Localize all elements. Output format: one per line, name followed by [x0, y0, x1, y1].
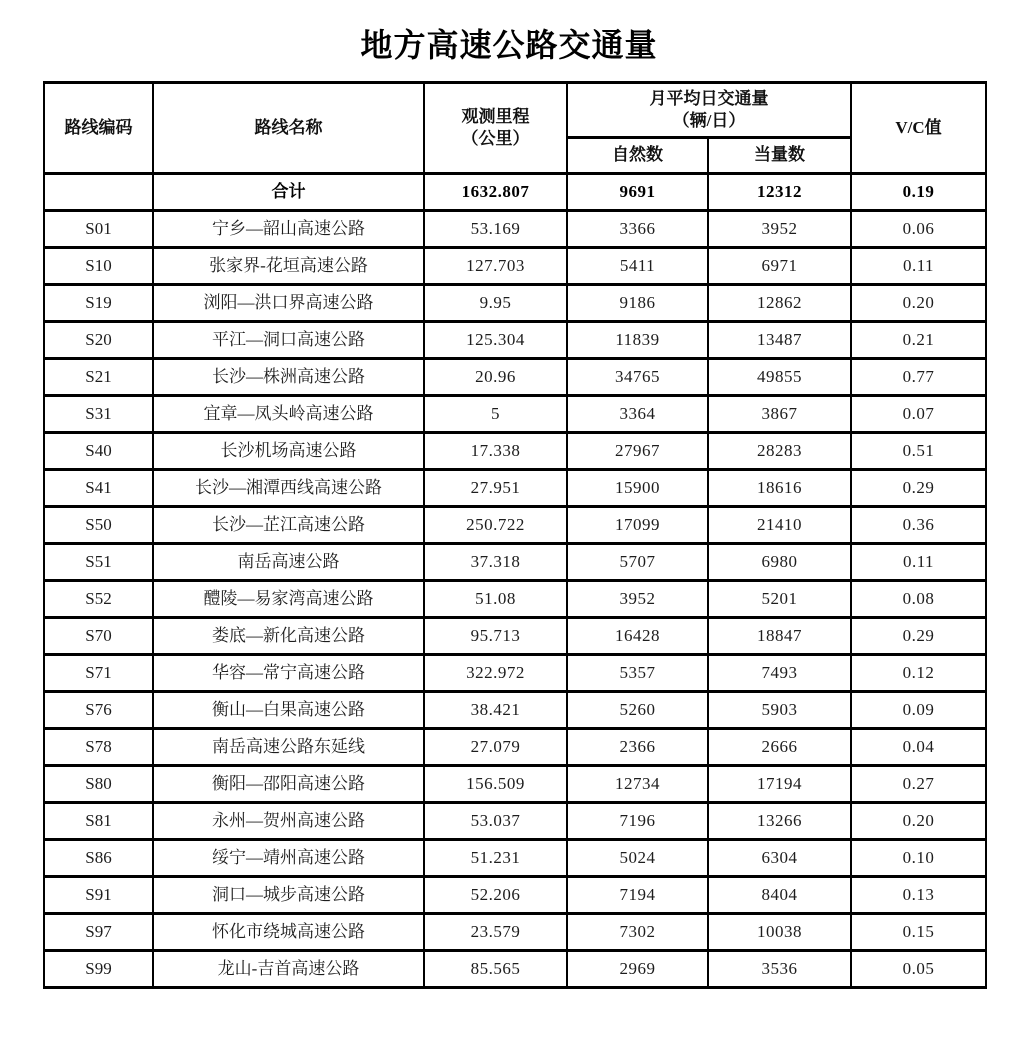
route-name-cell: 衡山—白果高速公路	[153, 692, 424, 729]
equivalent-count-cell: 13266	[708, 803, 851, 840]
natural-count-cell: 16428	[567, 618, 708, 655]
route-name-cell: 绥宁—靖州高速公路	[153, 840, 424, 877]
natural-count-cell: 7302	[567, 914, 708, 951]
vc-value-cell: 0.08	[851, 581, 986, 618]
header-vc: V/C值	[851, 83, 986, 174]
table-row	[44, 359, 986, 396]
equivalent-count-cell: 2666	[708, 729, 851, 766]
vc-value-cell: 0.11	[851, 248, 986, 285]
equivalent-count-cell: 13487	[708, 322, 851, 359]
total-row	[44, 174, 986, 211]
natural-count-cell: 12734	[567, 766, 708, 803]
equivalent-count-cell: 6304	[708, 840, 851, 877]
mileage-cell: 17.338	[424, 433, 567, 470]
route-code-cell: S40	[44, 433, 153, 470]
equivalent-count-cell: 49855	[708, 359, 851, 396]
equivalent-count-cell: 6980	[708, 544, 851, 581]
route-name-cell: 怀化市绕城高速公路	[153, 914, 424, 951]
vc-value-cell: 0.10	[851, 840, 986, 877]
route-name-cell: 永州—贺州高速公路	[153, 803, 424, 840]
header-traffic-line2: （辆/日）	[672, 111, 746, 130]
mileage-cell: 53.169	[424, 211, 567, 248]
natural-count-cell: 7196	[567, 803, 708, 840]
vc-value-cell: 0.05	[851, 951, 986, 988]
table-row	[44, 692, 986, 729]
table-row	[44, 433, 986, 470]
route-code-cell: S52	[44, 581, 153, 618]
vc-value-cell: 0.51	[851, 433, 986, 470]
natural-count-cell: 3366	[567, 211, 708, 248]
mileage-cell: 125.304	[424, 322, 567, 359]
vc-value-cell: 0.20	[851, 803, 986, 840]
table-row	[44, 729, 986, 766]
route-name-cell: 长沙—湘潭西线高速公路	[153, 470, 424, 507]
route-code-cell: S70	[44, 618, 153, 655]
route-code-cell: S86	[44, 840, 153, 877]
vc-value-cell: 0.13	[851, 877, 986, 914]
vc-value-cell: 0.07	[851, 396, 986, 433]
route-code-cell: S76	[44, 692, 153, 729]
mileage-cell: 37.318	[424, 544, 567, 581]
route-code-cell: S71	[44, 655, 153, 692]
header-natural: 自然数	[567, 138, 708, 174]
mileage-cell: 52.206	[424, 877, 567, 914]
route-name-cell: 长沙机场高速公路	[153, 433, 424, 470]
table-row	[44, 951, 986, 988]
natural-count-cell: 9186	[567, 285, 708, 322]
vc-value-cell: 0.77	[851, 359, 986, 396]
table-row	[44, 507, 986, 544]
mileage-cell: 23.579	[424, 914, 567, 951]
mileage-cell: 38.421	[424, 692, 567, 729]
route-code-cell: S50	[44, 507, 153, 544]
natural-count-cell: 5707	[567, 544, 708, 581]
route-code-cell: S20	[44, 322, 153, 359]
vc-value-cell: 0.20	[851, 285, 986, 322]
equivalent-count-cell: 10038	[708, 914, 851, 951]
natural-count-cell: 34765	[567, 359, 708, 396]
route-name-cell: 平江—洞口高速公路	[153, 322, 424, 359]
vc-value-cell: 0.29	[851, 618, 986, 655]
natural-count-cell: 7194	[567, 877, 708, 914]
route-name-cell: 长沙—芷江高速公路	[153, 507, 424, 544]
equivalent-count-cell: 6971	[708, 248, 851, 285]
route-name-cell: 宜章—凤头岭高速公路	[153, 396, 424, 433]
natural-count-cell: 15900	[567, 470, 708, 507]
route-code-cell: S21	[44, 359, 153, 396]
header-traffic-group	[567, 83, 851, 138]
vc-value-cell: 0.36	[851, 507, 986, 544]
route-name-cell: 龙山-吉首高速公路	[153, 951, 424, 988]
table-row	[44, 618, 986, 655]
table-row	[44, 914, 986, 951]
total-name-cell: 合计	[153, 174, 424, 211]
table-row	[44, 766, 986, 803]
mileage-cell: 27.079	[424, 729, 567, 766]
route-name-cell: 宁乡—韶山高速公路	[153, 211, 424, 248]
table-row	[44, 285, 986, 322]
vc-value-cell: 0.09	[851, 692, 986, 729]
vc-value-cell: 0.27	[851, 766, 986, 803]
route-name-cell: 衡阳—邵阳高速公路	[153, 766, 424, 803]
route-name-cell: 浏阳—洪口界高速公路	[153, 285, 424, 322]
total-vc-cell: 0.19	[851, 174, 986, 211]
equivalent-count-cell: 18616	[708, 470, 851, 507]
equivalent-count-cell: 28283	[708, 433, 851, 470]
mileage-cell: 20.96	[424, 359, 567, 396]
mileage-cell: 51.08	[424, 581, 567, 618]
route-code-cell: S81	[44, 803, 153, 840]
route-code-cell: S78	[44, 729, 153, 766]
table-row	[44, 840, 986, 877]
vc-value-cell: 0.21	[851, 322, 986, 359]
mileage-cell: 5	[424, 396, 567, 433]
natural-count-cell: 3952	[567, 581, 708, 618]
mileage-cell: 51.231	[424, 840, 567, 877]
mileage-cell: 9.95	[424, 285, 567, 322]
route-code-cell: S80	[44, 766, 153, 803]
route-name-cell: 华容—常宁高速公路	[153, 655, 424, 692]
total-equivalent-cell: 12312	[708, 174, 851, 211]
table-row	[44, 544, 986, 581]
route-code-cell: S99	[44, 951, 153, 988]
natural-count-cell: 5024	[567, 840, 708, 877]
traffic-table	[43, 81, 987, 989]
vc-value-cell: 0.11	[851, 544, 986, 581]
equivalent-count-cell: 5903	[708, 692, 851, 729]
equivalent-count-cell: 17194	[708, 766, 851, 803]
natural-count-cell: 2366	[567, 729, 708, 766]
mileage-cell: 53.037	[424, 803, 567, 840]
mileage-cell: 85.565	[424, 951, 567, 988]
natural-count-cell: 5260	[567, 692, 708, 729]
natural-count-cell: 17099	[567, 507, 708, 544]
route-code-cell: S19	[44, 285, 153, 322]
table-row	[44, 470, 986, 507]
equivalent-count-cell: 3536	[708, 951, 851, 988]
vc-value-cell: 0.04	[851, 729, 986, 766]
table-row	[44, 655, 986, 692]
table-row	[44, 248, 986, 285]
mileage-cell: 127.703	[424, 248, 567, 285]
natural-count-cell: 5411	[567, 248, 708, 285]
route-name-cell: 长沙—株洲高速公路	[153, 359, 424, 396]
route-code-cell: S51	[44, 544, 153, 581]
vc-value-cell: 0.06	[851, 211, 986, 248]
table-row	[44, 581, 986, 618]
header-route-code: 路线编码	[44, 83, 153, 174]
natural-count-cell: 11839	[567, 322, 708, 359]
header-route-name: 路线名称	[153, 83, 424, 174]
equivalent-count-cell: 8404	[708, 877, 851, 914]
mileage-cell: 27.951	[424, 470, 567, 507]
route-name-cell: 张家界-花垣高速公路	[153, 248, 424, 285]
route-name-cell: 洞口—城步高速公路	[153, 877, 424, 914]
natural-count-cell: 3364	[567, 396, 708, 433]
route-code-cell: S91	[44, 877, 153, 914]
mileage-cell: 95.713	[424, 618, 567, 655]
route-name-cell: 娄底—新化高速公路	[153, 618, 424, 655]
vc-value-cell: 0.12	[851, 655, 986, 692]
table-row	[44, 877, 986, 914]
header-traffic-line1: 月平均日交通量	[649, 88, 769, 108]
table-row	[44, 211, 986, 248]
route-code-cell: S97	[44, 914, 153, 951]
natural-count-cell: 5357	[567, 655, 708, 692]
vc-value-cell: 0.15	[851, 914, 986, 951]
table-body	[44, 174, 986, 988]
route-code-cell: S31	[44, 396, 153, 433]
vc-value-cell: 0.29	[851, 470, 986, 507]
total-natural-cell: 9691	[567, 174, 708, 211]
equivalent-count-cell: 7493	[708, 655, 851, 692]
equivalent-count-cell: 3867	[708, 396, 851, 433]
header-mileage-line1: 观测里程	[461, 106, 530, 126]
route-code-cell: S01	[44, 211, 153, 248]
equivalent-count-cell: 18847	[708, 618, 851, 655]
page-title: 地方高速公路交通量	[360, 27, 658, 63]
mileage-cell: 322.972	[424, 655, 567, 692]
header-mileage	[424, 83, 567, 174]
route-name-cell: 南岳高速公路东延线	[153, 729, 424, 766]
equivalent-count-cell: 5201	[708, 581, 851, 618]
table-row	[44, 322, 986, 359]
header-equivalent: 当量数	[708, 138, 851, 174]
route-name-cell: 醴陵—易家湾高速公路	[153, 581, 424, 618]
mileage-cell: 156.509	[424, 766, 567, 803]
route-code-cell: S10	[44, 248, 153, 285]
equivalent-count-cell: 3952	[708, 211, 851, 248]
equivalent-count-cell: 21410	[708, 507, 851, 544]
table-header	[44, 83, 986, 174]
total-code-cell	[44, 174, 153, 211]
total-mileage-cell: 1632.807	[424, 174, 567, 211]
natural-count-cell: 2969	[567, 951, 708, 988]
table-row	[44, 803, 986, 840]
table-row	[44, 396, 986, 433]
route-name-cell: 南岳高速公路	[153, 544, 424, 581]
route-code-cell: S41	[44, 470, 153, 507]
header-mileage-line2: （公里）	[461, 129, 530, 148]
mileage-cell: 250.722	[424, 507, 567, 544]
equivalent-count-cell: 12862	[708, 285, 851, 322]
natural-count-cell: 27967	[567, 433, 708, 470]
